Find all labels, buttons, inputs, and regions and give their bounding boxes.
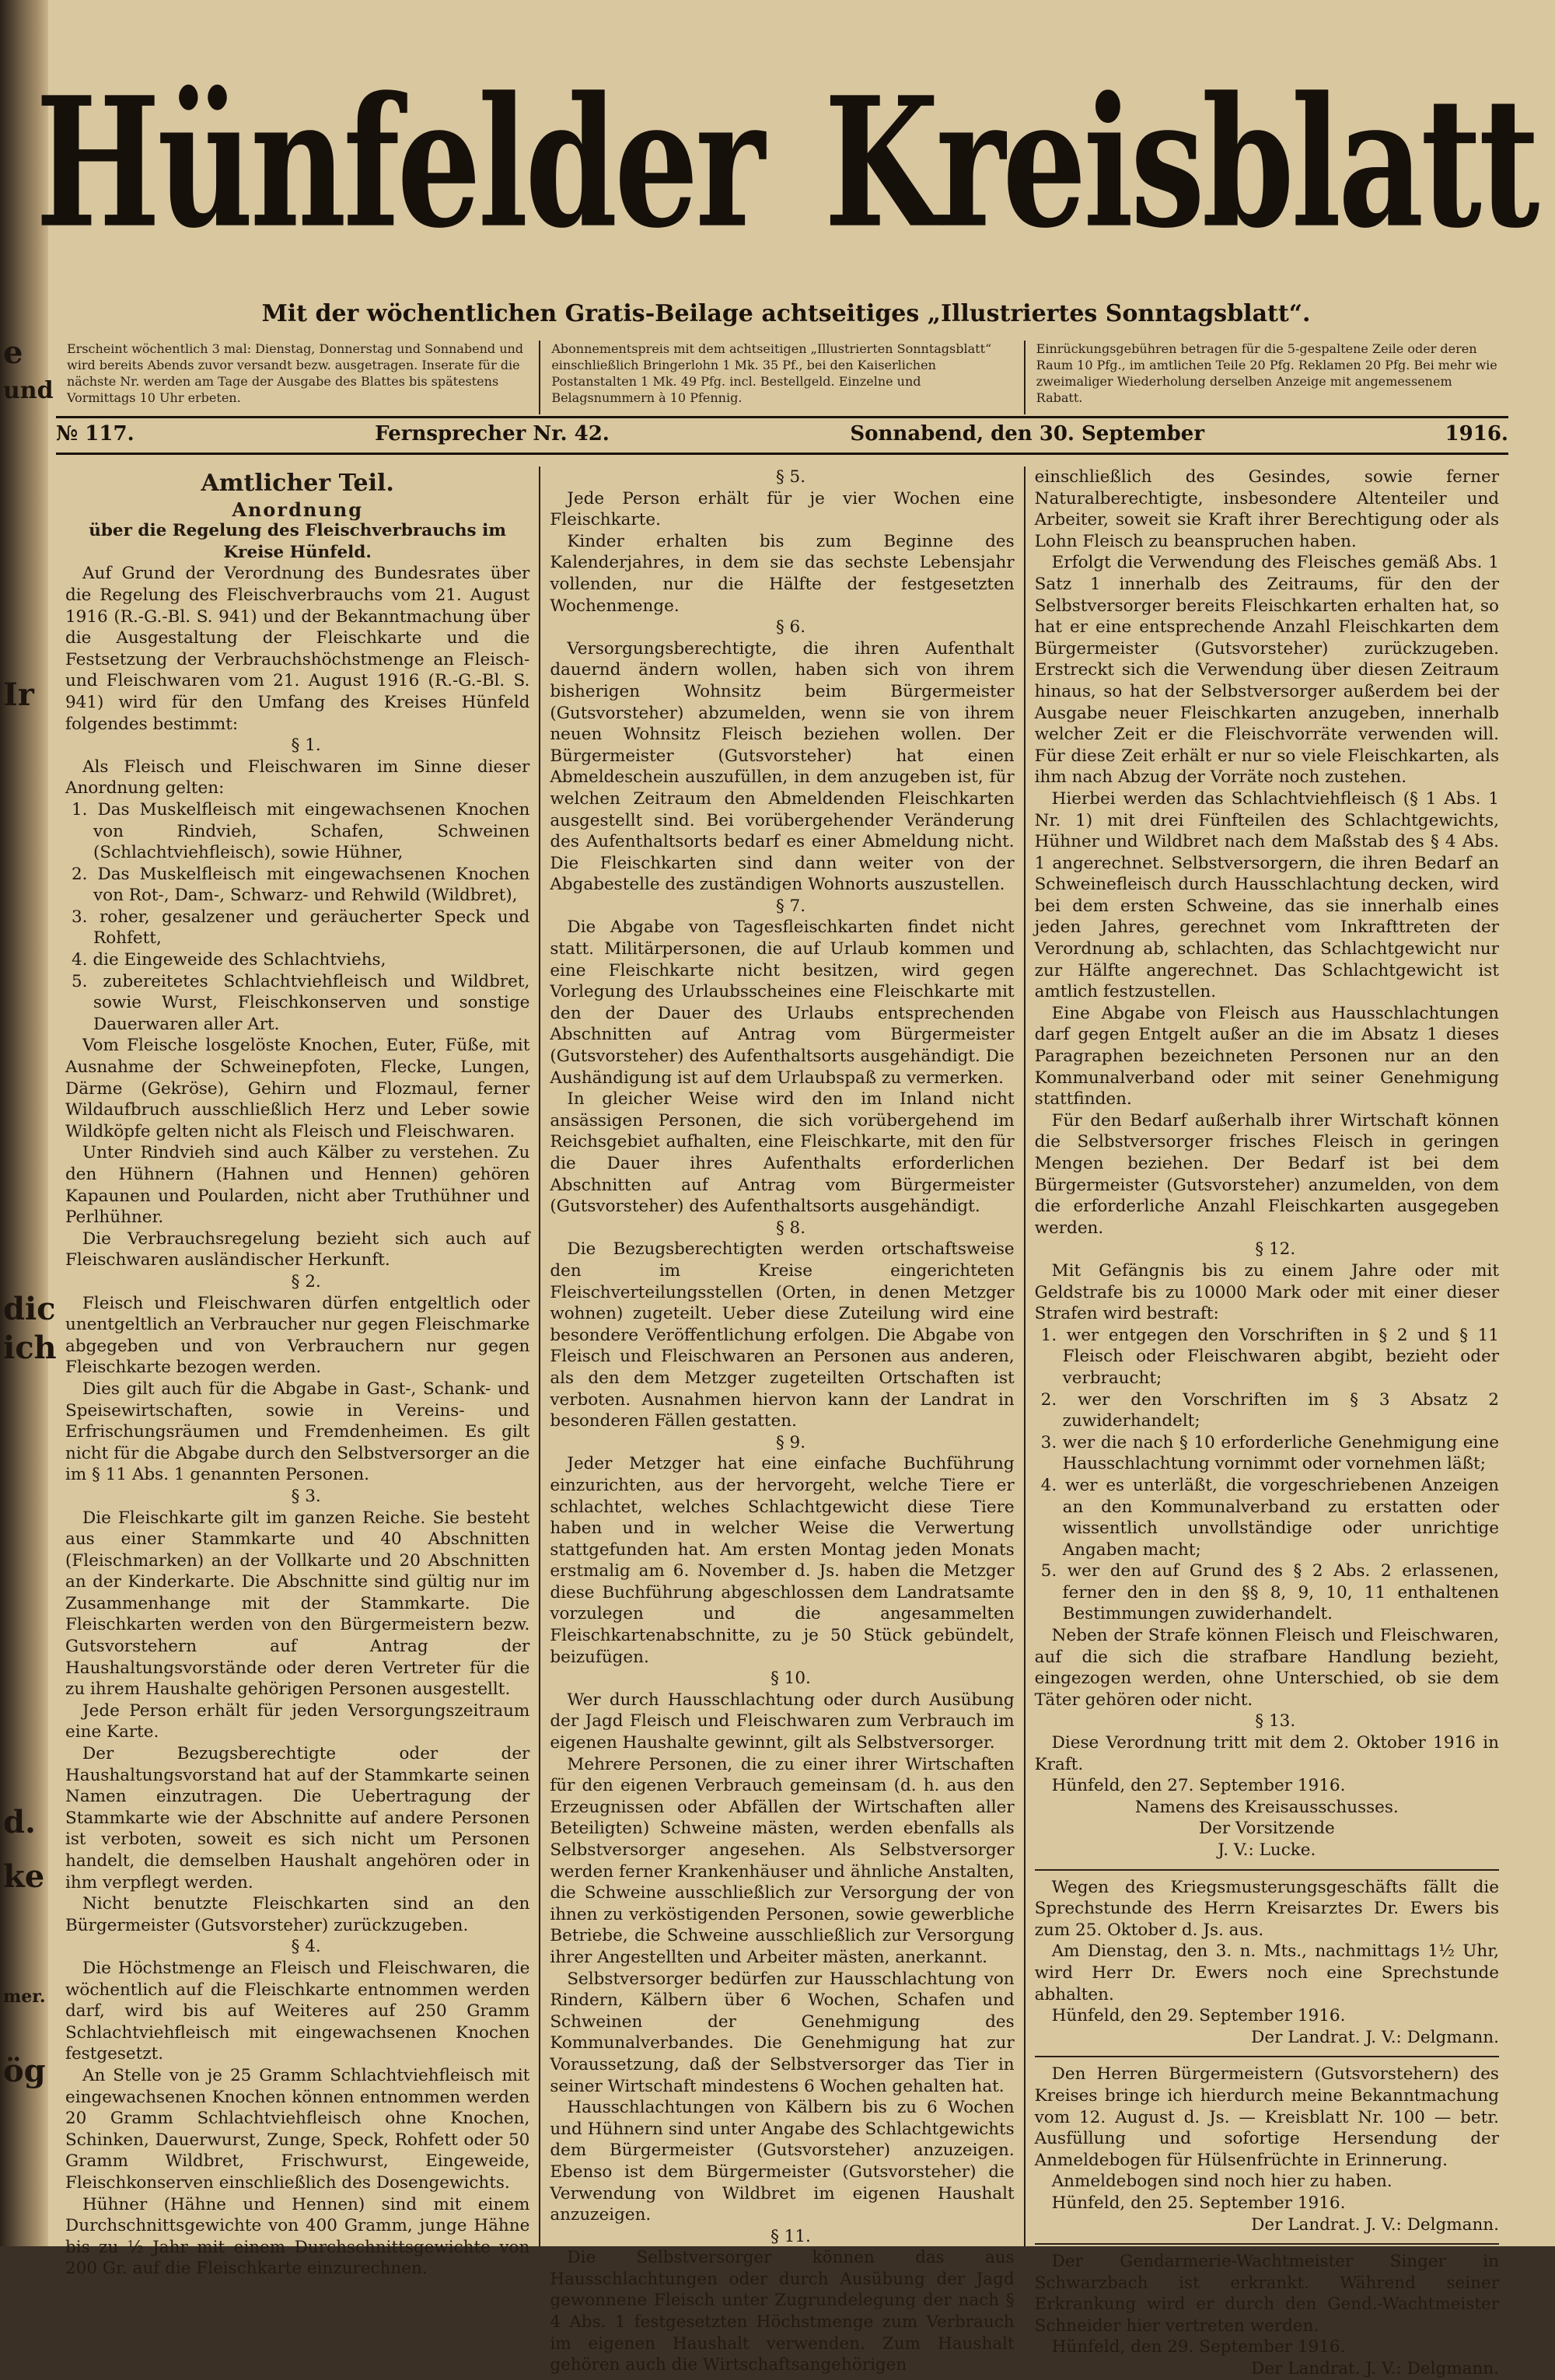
masthead-title-right: Kreisblatt bbox=[823, 58, 1537, 268]
binding-fragment: dic bbox=[3, 1291, 56, 1327]
paragraph: An Stelle von je 25 Gramm Schlachtviehfleisch mit eingewachsenen Knochen können entnommen werden 20 Gramm Schlachtviehfleisch ohne Knochen, Schinken, Dauerwurst, Zunge, Speck, Rohfett oder 50 Gramm Wildbret, Frischwurst, Eingeweide, Fleischkonserven einschließlich des Dosengewichts. bbox=[65, 2065, 530, 2193]
document-subtitle: über die Regelung des Fleischverbrauchs im Kreise Hünfeld. bbox=[89, 521, 507, 562]
binding-fragment: Ir bbox=[3, 676, 34, 713]
notice-signature: Der Landrat. J. V.: Delgmann. bbox=[1251, 2214, 1499, 2235]
paragraph-heading: § 11. bbox=[771, 2226, 811, 2246]
paragraph: Wer durch Hausschlachtung oder durch Ausübung der Jagd Fleisch und Fleischwaren zum Verbrauch im eigenen Haushalte gewinnt, gilt als Selbstversorger. bbox=[550, 1690, 1015, 1753]
paragraph: Als Fleisch und Fleischwaren im Sinne dieser Anordnung gelten: bbox=[65, 757, 530, 799]
masthead bbox=[35, 47, 1537, 280]
paragraph: Selbstversorger bedürfen zur Hausschlachtung von Rindern, Kälbern über 6 Wochen, Schafen und Schweinen der Genehmigung des Kommunalverbandes. Die Genehmigung hat zur Voraussetzung, daß der Selbstversorger das Tier in seiner Wirtschaft mindestens 6 Wochen gehalten hat. bbox=[550, 1969, 1015, 2096]
section-title: Amtlicher Teil. bbox=[201, 470, 394, 497]
column-3 bbox=[1024, 467, 1508, 2379]
paragraph-heading: § 6. bbox=[775, 617, 806, 638]
paragraph: Dies gilt auch für die Abgabe in Gast-, Schank- und Speisewirtschaften, sowie in Vereins- und Erfrischungsräumen und Fremdenheimen. Es gilt nicht für die Abgabe durch den Selbstversorger an die im § 11 Abs. 1 genannten Personen. bbox=[65, 1379, 530, 1485]
paragraph: Die Fleischkarte gilt im ganzen Reiche. Sie besteht aus einer Stammkarte und 40 Abschnitten (Fleischmarken) an der Vollkarte und 20 Abschnitten an der Kinderkarte. Die Abschnitte sind gültig nur im Zusammenhange mit der Stammkarte. Die Fleischkarten werden von den Bürgermeistern bezw. Gutsvorstehern auf Antrag der Haushaltungsvorstände oder deren Vertreter für die zu ihrem Haushalte gehörigen Personen ausgestellt. bbox=[65, 1508, 530, 1700]
list-item: 3. wer die nach § 10 erforderliche Genehmigung eine Hausschlachtung vornimmt oder vornehmen läßt; bbox=[1040, 1432, 1499, 1474]
paragraph: Für den Bedarf außerhalb ihrer Wirtschaft können die Selbstversorger frisches Fleisch in geringen Mengen beziehen. Der Bedarf ist bei dem Bürgermeister (Gutsvorsteher) anzumelden, von dem die erforderliche Anzahl Fleischkarten ausgegeben werden. bbox=[1034, 1110, 1499, 1238]
list-item: 5. wer den auf Grund des § 2 Abs. 2 erlassenen, ferner den in den §§ 8, 9, 10, 11 enthaltenen Bestimmungen zuwiderhandelt. bbox=[1040, 1561, 1499, 1624]
notice-paragraph: Wegen des Kriegsmusterungsgeschäfts fällt die Sprechstunde des Herrn Kreisarztes Dr. Ewers bis zum 25. Oktober d. Js. aus. bbox=[1034, 1877, 1499, 1940]
notice-separator bbox=[1035, 2056, 1499, 2057]
binding-fragment: e bbox=[3, 334, 23, 371]
paragraph: einschließlich des Gesindes, sowie ferner Naturalberechtigte, insbesondere Altenteiler und Arbeiter, soweit sie Kraft ihrer Berechtigung oder als Lohn Fleisch zu beanspruchen haben. bbox=[1034, 467, 1499, 551]
notice-place: Hünfeld, den 29. September 1916. bbox=[1051, 2337, 1346, 2357]
list-item: 4. die Eingeweide des Schlachtviehs, bbox=[72, 950, 386, 970]
binding-fragment: ög bbox=[3, 2053, 46, 2089]
paragraph-heading: § 10. bbox=[771, 1669, 811, 1689]
paragraph: Fleisch und Fleischwaren dürfen entgeltlich oder unentgeltlich an Verbraucher nur gegen Fleischmarke abgegeben und von Verbrauchern nur gegen Fleischkarte bezogen werden. bbox=[65, 1293, 530, 1378]
paragraph: Hühner (Hähne und Hennen) sind mit einem Durchschnittsgewichte von 400 Gramm, junge Hähne bis zu ½ Jahr mit einem Durchschnittsgewichte von 200 Gr. auf die Fleischkarte einzurechnen. bbox=[65, 2194, 530, 2279]
list-item: 1. Das Muskelfleisch mit eingewachsenen Knochen von Rindvieh, Schafen, Schweinen (Schlachtviehfleisch), sowie Hühner, bbox=[72, 799, 530, 863]
definition-list bbox=[65, 799, 529, 1036]
article-columns bbox=[56, 467, 1508, 2379]
paragraph: Die Bezugsberechtigten werden ortschaftsweise den im Kreise eingerichteten Fleischverteilungsstellen (Orten, in denen Metzger wohnen) zugeteilt. Ueber diese Zuteilung wird eine besondere Veröffentlichung erfolgen. Die Abgabe von Fleisch und Fleischwaren an Personen aus anderen, als den dem Metzger zugeteilten Ortschaften ist verboten. Ausnahmen hiervon kann der Landrat in besonderen Fällen gestatten. bbox=[550, 1239, 1015, 1431]
dateline bbox=[56, 418, 1508, 449]
paragraph: Vom Fleische losgelöste Knochen, Euter, Füße, mit Ausnahme der Schweinepfoten, Flecke, Lungen, Därme (Gekröse), Gehirn und Flozmaul, ferner Wildaufbruch ausschließlich Herz und Leber sowie Wildköpfe gelten nicht als Fleisch und Fleischwaren. bbox=[65, 1036, 530, 1141]
paragraph: Der Bezugsberechtigte oder der Haushaltungsvorstand hat auf der Stammkarte seinen Namen einzutragen. Die Uebertragung der Stammkarte wie der Abschnitte auf andere Personen ist verboten, soweit es sich nicht um Personen handelt, die demselben Haushalt angehören oder in ihm verpflegt werden. bbox=[65, 1744, 530, 1892]
paragraph: Die Abgabe von Tagesfleischkarten findet nicht statt. Militärpersonen, die auf Urlaub kommen und eine Fleischkarte nicht besitzen, wird gegen Vorlegung des Urlaubsscheines eine Fleischkarte mit den der Dauer des Urlaubs entsprechenden Abschnitten auf Antrag vom Bürgermeister (Gutsvorsteher) des Aufenthaltsorts ausgehändigt. Die Aushändigung ist auf dem Urlaubspaß zu vermerken. bbox=[550, 917, 1015, 1088]
penalty-list bbox=[1035, 1325, 1499, 1625]
paragraph-heading: § 2. bbox=[291, 1271, 321, 1291]
document-title: Anordnung bbox=[232, 498, 363, 521]
paragraph: Die Verbrauchsregelung bezieht sich auch auf Fleischwaren ausländischer Herkunft. bbox=[65, 1228, 530, 1270]
paragraph: Nicht benutzte Fleischkarten sind an den Bürgermeister (Gutsvorsteher) zurückzugeben. bbox=[65, 1894, 530, 1935]
paragraph-heading: § 7. bbox=[775, 896, 806, 916]
paragraph: Mit Gefängnis bis zu einem Jahre oder mit Geldstrafe bis zu 10000 Mark oder mit einer dieser Strafen wird bestraft: bbox=[1034, 1260, 1499, 1324]
paragraph: In gleicher Weise wird den im Inland nicht ansässigen Personen, die sich vorübergehend im Reichsgebiet aufhalten, eine Fleischkarte, mit den für die Dauer ihres Aufenthalts erforderlichen Abschnitten auf Antrag vom Bürgermeister (Gutsvorsteher) des Aufenthaltsorts ausgehändigt. bbox=[550, 1089, 1015, 1217]
list-item: 3. roher, gesalzener und geräucherter Speck und Rohfett, bbox=[72, 907, 530, 949]
notice-signature: Der Landrat. J. V.: Delgmann. bbox=[1251, 2027, 1499, 2047]
issue-year: 1916. bbox=[1445, 422, 1508, 446]
issue-date: Sonnabend, den 30. September bbox=[850, 422, 1205, 446]
info-abonnement: Abonnementspreis mit dem achtseitigen „Illustrierten Sonntagsblatt“ einschließlich Bringerlohn 1 Mk. 35 Pf., bei den Kaiserlichen Postanstalten 1 Mk. 49 Pfg. incl. Bestellgeld. Einzelne und Belagsnummern à 10 Pfennig. bbox=[539, 341, 1023, 414]
notice-separator bbox=[1035, 2243, 1499, 2245]
paragraph: Mehrere Personen, die zu einer ihrer Wirtschaften für den eigenen Verbrauch gemeinsam (d. h. aus den Erzeugnissen oder Abfällen der Wirtschaften aller Beteiligten) Schweine mästen, werden ebenfalls als Selbstversorger angesehen. Als Selbstversorger werden ferner Krankenhäuser und ähnliche Anstalten, die Schweine ausschließlich zur Versorgung der von ihnen zu verköstigenden Personen, sowie gewerbliche Betriebe, die Schweine ausschließlich zur Versorgung ihrer Angestellten und Arbeiter mästen, anerkannt. bbox=[550, 1754, 1015, 1967]
paragraph-heading: § 4. bbox=[291, 1937, 321, 1957]
paragraph-heading: § 5. bbox=[775, 467, 806, 487]
signature-name: J. V.: Lucke. bbox=[1218, 1840, 1316, 1860]
paragraph-heading: § 12. bbox=[1255, 1239, 1296, 1260]
paragraph: Jede Person erhält für jeden Versorgungszeitraum eine Karte. bbox=[65, 1700, 530, 1742]
notice-place: Hünfeld, den 29. September 1916. bbox=[1051, 2006, 1346, 2026]
paragraph: Auf Grund der Verordnung des Bundesrates über die Regelung des Fleischverbrauchs vom 21. August 1916 (R.-G.-Bl. S. 941) und der Bekanntmachung über die Ausgestaltung der Fleischkarte und die Festsetzung der Verbrauchshöchstmenge an Fleisch- und Fleischwaren vom 21. August 1916 (R.-G.-Bl. S. 941) wird für den Umfang des Kreises Hünfeld folgendes bestimmt: bbox=[65, 564, 530, 734]
notice-signature: Der Landrat. J. V.: Delgmann. bbox=[1251, 2359, 1499, 2379]
binding-fragment: und bbox=[3, 377, 54, 404]
notice-paragraph: Am Dienstag, den 3. n. Mts., nachmittags 1½ Uhr, wird Herr Dr. Ewers noch eine Sprechstunde abhalten. bbox=[1034, 1941, 1499, 2004]
notice-paragraph: Anmeldebogen sind noch hier zu haben. bbox=[1051, 2172, 1393, 2192]
paragraph: Neben der Strafe können Fleisch und Fleischwaren, auf die sich die strafbare Handlung bezieht, eingezogen werden, ohne Unterschied, ob sie dem Täter gehören oder nicht. bbox=[1034, 1626, 1499, 1710]
paragraph-heading: § 13. bbox=[1255, 1711, 1296, 1732]
signature-place: Hünfeld, den 27. September 1916. bbox=[1051, 1776, 1346, 1796]
paragraph: Hausschlachtungen von Kälbern bis zu 6 Wochen und Hühnern sind unter Angabe des Schlachtgewichts dem Bürgermeister (Gutsvorsteher) anzuzeigen. Ebenso ist dem Bürgermeister (Gutsvorsteher) die Verwendung von Wildbret im eigenen Haushalt anzuzeigen. bbox=[550, 2098, 1015, 2225]
paragraph: Unter Rindvieh sind auch Kälber zu verstehen. Zu den Hühnern (Hahnen und Hennen) gehören Kapaunen und Poularden, nicht aber Truthühner und Perlhühner. bbox=[65, 1143, 530, 1228]
paragraph-heading: § 3. bbox=[291, 1486, 321, 1506]
list-item: 2. wer den Vorschriften im § 3 Absatz 2 zuwiderhandelt; bbox=[1040, 1389, 1499, 1431]
paragraph: Die Selbstversorger können das aus Hausschlachtungen oder durch Ausübung der Jagd gewonnene Fleisch unter Zugrundelegung der nach § 4 Abs. 1 festgesetzten Höchstmenge zum Verbrauch im eigenen Haushalt verwenden. Zum Haushalt gehören auch die Wirtschaftsangehörigen bbox=[550, 2248, 1015, 2375]
issue-number: № 117. bbox=[56, 422, 135, 446]
divider-rule bbox=[56, 453, 1508, 455]
notice-paragraph: Der Gendarmerie-Wachtmeister Singer in Schwarzbach ist erkrankt. Während seiner Erkrankung wird er durch den Gend.-Wachtmeister Schneider hier vertreten werden. bbox=[1034, 2252, 1499, 2336]
list-item: 5. zubereitetes Schlachtviehfleisch und Wildbret, sowie Wurst, Fleischkonserven und sonstige Dauerwaren aller Art. bbox=[72, 971, 530, 1034]
paragraph: Die Höchstmenge an Fleisch und Fleischwaren, die wöchentlich auf die Fleischkarte entnommen werden darf, wird bis auf Weiteres auf 250 Gramm Schlachtviehfleisch mit eingewachsenen Knochen festgesetzt. bbox=[65, 1958, 530, 2064]
list-item: 1. wer entgegen den Vorschriften in § 2 und § 11 Fleisch oder Fleischwaren abgibt, bezieht oder verbraucht; bbox=[1040, 1325, 1499, 1388]
paragraph: Kinder erhalten bis zum Beginne des Kalenderjahres, in dem sie das sechste Lebensjahr vollenden, nur die Hälfte der festgesetzten Wochenmenge. bbox=[550, 531, 1015, 616]
column-1 bbox=[56, 467, 539, 2279]
phone-number: Fernsprecher Nr. 42. bbox=[375, 422, 610, 446]
paragraph: Jeder Metzger hat eine einfache Buchführung einzurichten, aus der hervorgeht, welche Tiere er schlachtet, welches Schlachtgewicht diese Tiere haben und in welcher Weise die Verwertung stattgefunden hat. Am ersten Montag jeden Monats erstmalig am 6. November d. Js. haben die Metzger diese Buchführung abgeschlossen dem Landratsamte vorzulegen und die angesammelten Fleischkartenabschnitte, zu je 50 Stück gebündelt, beizufügen. bbox=[550, 1454, 1015, 1667]
paragraph: Eine Abgabe von Fleisch aus Hausschlachtungen darf gegen Entgelt außer an die im Absatz 1 dieses Paragraphen bezeichneten Personen nur an den Kommunalverband oder mit seiner Genehmigung stattfinden. bbox=[1034, 1003, 1499, 1110]
binding-fragment: ke bbox=[3, 1858, 45, 1895]
paragraph-heading: § 8. bbox=[775, 1218, 806, 1238]
notice-paragraph: Den Herren Bürgermeistern (Gutsvorstehern) des Kreises bringe ich hierdurch meine Bekanntmachung vom 12. August d. Js. — Kreisblatt Nr. 100 — betr. Ausfüllung und sofortige Hersendung der Anmeldebogen für Hülsenfrüchte in Erinnerung. bbox=[1034, 2064, 1499, 2170]
paragraph: Versorgungsberechtigte, die ihren Aufenthalt dauernd ändern wollen, haben sich von ihrem bisherigen Wohnsitz beim Bürgermeister (Gutsvorsteher) abzumelden, wenn sie von ihrem neuen Wohnsitz Fleisch beziehen wollen. Der Bürgermeister (Gutsvorsteher) hat einen Abmeldeschein auszufüllen, in dem anzugeben ist, für welchen Zeitraum den Abmeldenden Fleischkarten ausgestellt sind. Bei vorübergehender Veränderung des Aufenthaltsorts bedarf es einer Abmeldung nicht. Die Fleischkarten sind dann weiter von der Abgabestelle des zuständigen Wohnorts auszustellen. bbox=[550, 638, 1015, 895]
info-einrueckung: Einrückungsgebühren betragen für die 5-gespaltene Zeile oder deren Raum 10 Pfg., im amtlichen Teile 20 Pfg. Reklamen 20 Pfg. Bei mehr wie zweimaliger Wiederholung derselben Anzeige mit angemessenem Rabatt. bbox=[1024, 341, 1508, 414]
signature-role: Der Vorsitzende bbox=[1198, 1819, 1335, 1839]
list-item: 4. wer es unterläßt, die vorgeschriebenen Anzeigen an den Kommunalverband zu erstatten oder wissentlich unvollständige oder unrichtige Angaben macht; bbox=[1040, 1475, 1499, 1560]
info-erscheint: Erscheint wöchentlich 3 mal: Dienstag, Donnerstag und Sonnabend und wird bereits Abends zuvor versandt bezw. ausgetragen. Inserate für die nächste Nr. werden am Tage der Ausgabe des Blattes bis spätestens Vormittags 10 Uhr erbeten. bbox=[67, 341, 524, 405]
paragraph: Hierbei werden das Schlachtviehfleisch (§ 1 Abs. 1 Nr. 1) mit drei Fünfteilen des Schlachtgewichts, Hühner und Wildbret nach dem Maßstab des § 4 Abs. 1 angerechnet. Selbstversorgern, die ihren Bedarf an Schweinefleisch durch Hausschlachtung decken, wird bei dem ersten Schweine, das sie innerhalb eines jeden Jahres, gerechnet vom Inkrafttreten der Verordnung ab, schlachten, das Schlachtgewicht nur zur Hälfte angerechnet. Das Schlachtgewicht ist amtlich festzustellen. bbox=[1034, 788, 1499, 1002]
binding-fragment: ich bbox=[3, 1330, 57, 1366]
publication-info-row bbox=[56, 341, 1508, 414]
paragraph-heading: § 1. bbox=[291, 736, 321, 756]
binding-fragment: mer. bbox=[3, 1987, 46, 2007]
notice-separator bbox=[1035, 1869, 1499, 1871]
book-binding bbox=[0, 0, 57, 2246]
column-2 bbox=[539, 467, 1023, 2375]
paragraph-heading: § 9. bbox=[775, 1432, 806, 1452]
notice-place: Hünfeld, den 25. September 1916. bbox=[1051, 2193, 1346, 2213]
signature-org: Namens des Kreisausschusses. bbox=[1134, 1797, 1399, 1817]
masthead-title-left: Hünfelder bbox=[35, 58, 762, 268]
binding-fragment: d. bbox=[3, 1804, 36, 1840]
paragraph: Erfolgt die Verwendung des Fleisches gemäß Abs. 1 Satz 1 innerhalb des Zeitraums, für den der Selbstversorger bereits Fleischkarten erhalten hat, so hat er eine entsprechende Anzahl Fleischkarten dem Bürgermeister (Gutsvorsteher) zurückzugeben. Erstreckt sich die Verwendung über diesen Zeitraum hinaus, so hat der Selbstversorger außerdem bei der Ausgabe neuer Fleischkarten anzugeben, innerhalb welcher Zeit er die Fleischvorräte verwenden will. Für diese Zeit erhält er nur so viele Fleischkarten, als ihm nach Abzug der Vorräte noch zustehen. bbox=[1034, 553, 1499, 788]
paragraph: Diese Verordnung tritt mit dem 2. Oktober 1916 in Kraft. bbox=[1034, 1733, 1499, 1774]
page-content bbox=[35, 0, 1555, 2379]
masthead-subtitle: Mit der wöchentlichen Gratis-Beilage achtseitiges „Illustriertes Sonntagsblatt“. bbox=[261, 300, 1311, 327]
list-item: 2. Das Muskelfleisch mit eingewachsenen Knochen von Rot-, Dam-, Schwarz- und Rehwild (Wildbret), bbox=[72, 864, 530, 906]
paragraph: Jede Person erhält für je vier Wochen eine Fleischkarte. bbox=[550, 488, 1015, 530]
